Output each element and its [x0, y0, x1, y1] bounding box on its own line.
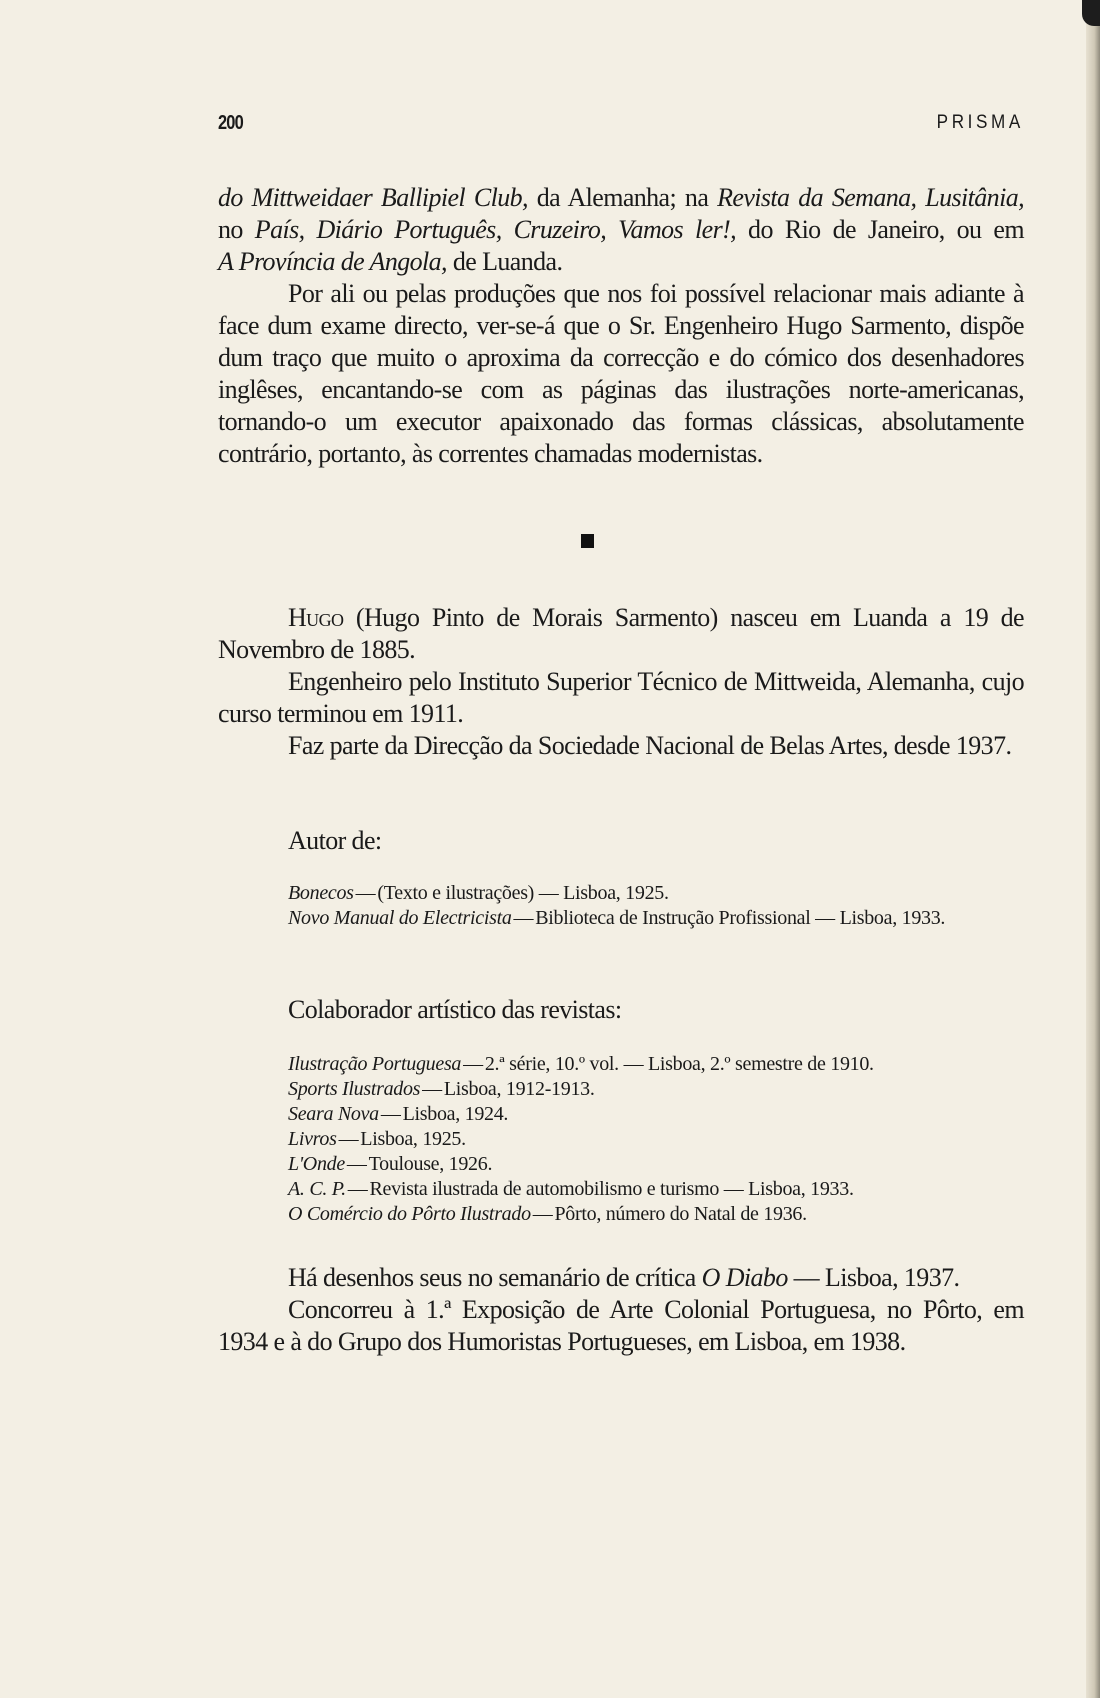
dash: —	[380, 1103, 401, 1125]
italic-title: País, Diário Português, Cruzeiro, Vamos ler!,	[254, 215, 737, 244]
book-title: Novo Manual do Electricista	[288, 907, 512, 929]
entry-details: Revista ilustrada de automobilismo e turismo — Lisboa, 1933.	[369, 1178, 854, 1200]
text-run: — Lisboa, 1937.	[787, 1263, 960, 1292]
author-of-entry	[218, 906, 1024, 931]
journal-title: PRISMA	[936, 112, 1024, 133]
intro-line-2	[218, 214, 1024, 246]
dash: —	[355, 882, 376, 904]
collaborator-heading: Colaborador artístico das revistas:	[288, 995, 622, 1024]
dash: —	[532, 1203, 553, 1225]
running-head	[218, 112, 1024, 140]
dash: —	[347, 1178, 368, 1200]
intro-section	[218, 182, 1024, 470]
italic-title: A Província de Angola,	[218, 247, 447, 276]
text-run: de Luanda.	[446, 247, 563, 276]
closing-paragraph-1	[218, 1262, 1024, 1294]
author-of-entry	[218, 881, 1024, 906]
bio-paragraph-3: Faz parte da Direcção da Sociedade Nacional de Belas Artes, desde 1937.	[288, 731, 1012, 760]
book-title: Bonecos	[288, 882, 354, 904]
magazine-title: A. C. P.	[288, 1178, 346, 1200]
magazine-entry	[218, 1202, 1024, 1227]
page-edge	[1086, 0, 1100, 1698]
biography-section	[218, 602, 1024, 762]
entry-details: Lisboa, 1925.	[360, 1128, 466, 1150]
intro-paragraph: Por ali ou pelas produções que nos foi possível relacionar mais adiante à face dum exame directo, ver-se-á que o Sr. Engenheiro Hugo Sarmento, dispõe dum traço que muito o aproxima da correcção e do cómico dos desenhadores inglêses, encantando-se com as páginas das ilustrações norte-americanas, tornando-o um executor apaixonado das formas clássicas, absolutamente contrário, portanto, às correntes chamadas modernistas.	[218, 279, 1024, 468]
page-number: 200	[218, 112, 243, 134]
magazine-entry	[218, 1052, 1024, 1077]
italic-title: Revista da Semana, Lusitânia,	[717, 183, 1025, 212]
intro-line-3	[218, 246, 1024, 278]
italic-title: do Mittweidaer Ballipiel Club,	[218, 183, 528, 212]
magazine-title: Sports Ilustrados	[288, 1078, 421, 1100]
author-name: Hugo	[288, 603, 344, 632]
magazine-title: O Diabo	[701, 1263, 788, 1292]
closing-paragraph-2: Concorreu à 1.ª Exposição de Arte Colonial Portuguesa, no Pôrto, em 1934 e à do Grupo dos Humoristas Portugueses, em Lisboa, em 1938.	[218, 1295, 1024, 1356]
entry-details: Lisboa, 1924.	[402, 1103, 509, 1125]
author-of-heading: Autor de:	[288, 826, 382, 855]
text-run: Há desenhos seus no semanário de crítica	[288, 1263, 702, 1292]
author-of-list	[218, 881, 1024, 931]
magazine-title: Seara Nova	[288, 1103, 379, 1125]
magazine-title: Ilustração Portuguesa	[288, 1053, 462, 1075]
page-corner-shadow	[1082, 0, 1100, 26]
entry-details: Biblioteca de Instrução Profissional — Lisboa, 1933.	[535, 907, 946, 929]
bio-paragraph-1	[218, 602, 1024, 666]
dash: —	[513, 907, 534, 929]
entry-details: Pôrto, número do Natal de 1936.	[554, 1203, 807, 1225]
text-run: do Rio de Janeiro, ou em	[736, 215, 1024, 244]
magazine-entry	[218, 1177, 1024, 1202]
entry-details: Toulouse, 1926.	[368, 1153, 493, 1175]
text-run: (Hugo Pinto de Morais Sarmento) nasceu em Luanda a 19 de Novembro de 1885.	[218, 603, 1024, 664]
entry-details: (Texto e ilustrações) — Lisboa, 1925.	[377, 882, 669, 904]
text-run: da Alemanha; na	[527, 183, 718, 212]
closing-section	[218, 1262, 1024, 1358]
magazine-title: L'Onde	[288, 1153, 345, 1175]
magazine-title: O Comércio do Pôrto Ilustrado	[288, 1203, 531, 1225]
entry-details: Lisboa, 1912-1913.	[443, 1078, 595, 1100]
magazine-entry	[218, 1152, 1024, 1177]
dash: —	[338, 1128, 359, 1150]
intro-line-1	[218, 182, 1024, 214]
magazine-entry	[218, 1127, 1024, 1152]
text-run: no	[218, 215, 255, 244]
bio-paragraph-2: Engenheiro pelo Instituto Superior Técnico de Mittweida, Alemanha, cujo curso terminou em 1911.	[218, 667, 1024, 728]
entry-details: 2.ª série, 10.º vol. — Lisboa, 2.º semestre de 1910.	[484, 1053, 874, 1075]
magazine-title: Livros	[288, 1128, 337, 1150]
dash: —	[463, 1053, 483, 1075]
dash: —	[346, 1153, 367, 1175]
magazine-entry	[218, 1077, 1024, 1102]
dash: —	[422, 1078, 442, 1100]
magazine-entry	[218, 1102, 1024, 1127]
section-separator-square	[581, 534, 594, 548]
collaborator-list	[218, 1052, 1024, 1227]
